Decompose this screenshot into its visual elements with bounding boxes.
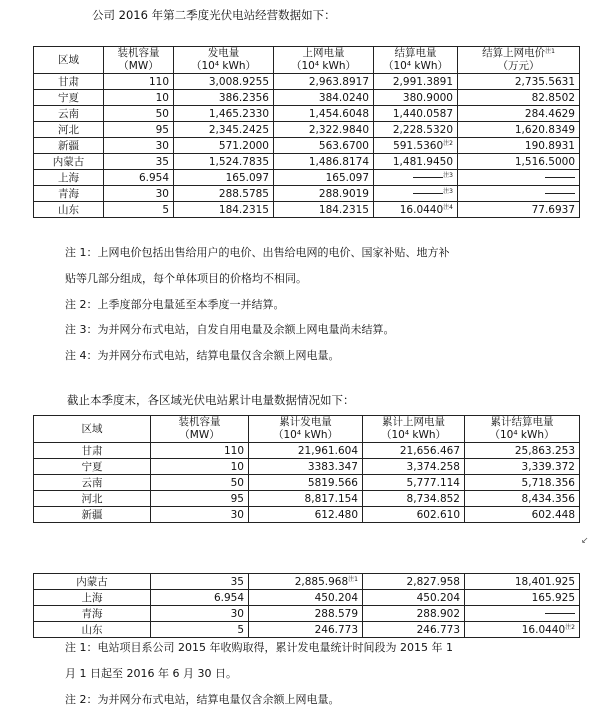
price-cell xyxy=(458,170,580,186)
region-cell xyxy=(34,106,104,122)
cell-value: 8,734.852 xyxy=(406,492,460,505)
cell-value: 591.5360 xyxy=(393,139,444,152)
cell-value: 21,656.467 xyxy=(399,444,460,457)
column-unit: （10⁴ kWh） xyxy=(190,60,257,72)
table-row xyxy=(34,170,580,186)
table-header-row xyxy=(34,416,580,443)
gen-cell xyxy=(174,170,274,186)
cell-value: 云南 xyxy=(58,107,79,120)
cell-value: 云南 xyxy=(81,476,103,489)
footnote-marker: 注3 xyxy=(443,187,453,195)
cell-value: 246.773 xyxy=(314,623,358,636)
capacity-cell xyxy=(104,90,174,106)
price-cell xyxy=(458,106,580,122)
settled-cell xyxy=(465,491,580,507)
cell-value: 602.448 xyxy=(531,508,575,521)
grid-cell xyxy=(274,90,374,106)
table-row xyxy=(34,622,580,638)
footnote-marker: 注2 xyxy=(443,139,453,147)
table-row xyxy=(34,138,580,154)
grid-cell xyxy=(363,606,465,622)
region-cell xyxy=(34,574,151,590)
cell-value: 河北 xyxy=(58,123,79,136)
gen-cell xyxy=(249,475,363,491)
column-label: 区域 xyxy=(58,53,79,66)
capacity-cell xyxy=(151,507,249,523)
cell-value: 1,440.0587 xyxy=(392,107,453,120)
gen-cell xyxy=(174,138,274,154)
cell-value: 18,401.925 xyxy=(514,575,575,588)
cell-value: 110 xyxy=(148,75,169,88)
cell-value: 25,863.253 xyxy=(514,444,575,457)
settled-cell xyxy=(465,507,580,523)
note1-line2: 贴等几部分组成，每个单体项目的价格均不相同。 xyxy=(65,272,307,285)
grid-cell xyxy=(363,459,465,475)
capacity-cell xyxy=(151,443,249,459)
cumulative-data-table xyxy=(33,415,580,523)
column-header xyxy=(458,47,580,74)
grid-cell xyxy=(274,170,374,186)
cell-value: 内蒙古 xyxy=(52,155,85,168)
cell-value: 内蒙古 xyxy=(76,575,108,588)
capacity-cell xyxy=(104,106,174,122)
settled-cell xyxy=(374,154,458,170)
cell-value: 5 xyxy=(162,203,169,216)
cell-value: 35 xyxy=(155,155,169,168)
settled-cell xyxy=(465,606,580,622)
cell-value: 6.954 xyxy=(138,171,169,184)
table-row xyxy=(34,491,580,507)
table-row xyxy=(34,590,580,606)
grid-cell xyxy=(274,138,374,154)
column-header xyxy=(104,47,174,74)
price-cell xyxy=(458,202,580,218)
cell-value: 2,345.2425 xyxy=(208,123,269,136)
table-row xyxy=(34,186,580,202)
cell-value: 1,620.8349 xyxy=(514,123,575,136)
capacity-cell xyxy=(104,138,174,154)
cell-value: 77.6937 xyxy=(531,203,575,216)
capacity-cell xyxy=(151,590,249,606)
column-label: 上网电量 xyxy=(302,47,345,59)
cell-value: 288.579 xyxy=(314,607,358,620)
gen-cell xyxy=(249,574,363,590)
footnote-marker: 注4 xyxy=(443,203,453,211)
cell-value: 30 xyxy=(155,139,169,152)
region-cell xyxy=(34,74,104,90)
cell-value: 1,454.6048 xyxy=(308,107,369,120)
capacity-cell xyxy=(151,475,249,491)
column-label: 结算电量 xyxy=(394,47,437,59)
settled-cell xyxy=(465,574,580,590)
cell-value: 246.773 xyxy=(416,623,460,636)
cell-value: 21,961.604 xyxy=(297,444,358,457)
cell-value: 1,516.5000 xyxy=(514,155,575,168)
gen-cell xyxy=(249,491,363,507)
column-header xyxy=(34,416,151,443)
settled-cell xyxy=(465,443,580,459)
cell-value: 2,322.9840 xyxy=(308,123,369,136)
capacity-cell xyxy=(151,574,249,590)
cell-value: 青海 xyxy=(58,187,79,200)
grid-cell xyxy=(274,74,374,90)
footnote-marker: 注1 xyxy=(545,48,555,55)
capacity-cell xyxy=(104,186,174,202)
cell-value: 2,885.968 xyxy=(294,575,349,588)
cell-value: 河北 xyxy=(81,492,103,505)
settled-cell xyxy=(374,74,458,90)
gen-cell xyxy=(249,459,363,475)
cell-value: 30 xyxy=(155,187,169,200)
price-cell xyxy=(458,90,580,106)
settled-cell xyxy=(374,90,458,106)
cell-value: 95 xyxy=(230,492,244,505)
cell-value: 571.2000 xyxy=(218,139,269,152)
cell-value: 新疆 xyxy=(81,508,103,521)
price-cell xyxy=(458,138,580,154)
table-row xyxy=(34,574,580,590)
region-cell xyxy=(34,622,151,638)
table-row xyxy=(34,606,580,622)
region-cell xyxy=(34,154,104,170)
not-settled-dash xyxy=(545,613,575,614)
column-label: 装机容量 xyxy=(178,416,221,428)
grid-cell xyxy=(274,202,374,218)
column-label: 装机容量 xyxy=(117,47,160,59)
cell-value: 30 xyxy=(230,607,244,620)
region-cell xyxy=(34,443,151,459)
table2-note1-line1: 注 1：电站项目系公司 2015 年收购取得，累计发电量统计时间段为 2015 年 1 xyxy=(65,641,453,654)
cell-value: 5819.566 xyxy=(307,476,358,489)
table-row xyxy=(34,154,580,170)
grid-cell xyxy=(363,622,465,638)
cell-value: 1,524.7835 xyxy=(208,155,269,168)
cell-value: 上海 xyxy=(81,591,103,604)
not-settled-dash xyxy=(413,177,443,178)
table-row xyxy=(34,74,580,90)
table-row xyxy=(34,475,580,491)
capacity-cell xyxy=(104,122,174,138)
cell-value: 5,718.356 xyxy=(521,476,575,489)
cell-value: 165.097 xyxy=(325,171,369,184)
column-unit: （10⁴ kWh） xyxy=(382,60,449,72)
region-cell xyxy=(34,202,104,218)
grid-cell xyxy=(363,507,465,523)
table-row xyxy=(34,507,580,523)
settled-cell xyxy=(374,122,458,138)
gen-cell xyxy=(249,622,363,638)
cell-value: 5 xyxy=(237,623,244,636)
table2-note1-line2: 月 1 日起至 2016 年 6 月 30 日。 xyxy=(65,667,237,680)
table-row xyxy=(34,122,580,138)
note2: 注 2：上季度部分电量延至本季度一并结算。 xyxy=(65,298,285,311)
quarter-data-table xyxy=(33,46,580,218)
cell-value: 上海 xyxy=(58,171,79,184)
cell-value: 450.204 xyxy=(416,591,460,604)
cell-value: 1,486.8174 xyxy=(308,155,369,168)
grid-cell xyxy=(363,443,465,459)
cell-value: 35 xyxy=(230,575,244,588)
grid-cell xyxy=(363,590,465,606)
region-cell xyxy=(34,90,104,106)
column-unit: （10⁴ kWh） xyxy=(489,429,555,441)
column-header xyxy=(174,47,274,74)
cell-value: 2,827.958 xyxy=(406,575,460,588)
cell-value: 165.097 xyxy=(225,171,269,184)
cell-value: 8,434.356 xyxy=(521,492,575,505)
cell-value: 288.902 xyxy=(416,607,460,620)
cell-value: 宁夏 xyxy=(58,91,79,104)
region-cell xyxy=(34,590,151,606)
table2-intro: 截止本季度末，各区域光伏电站累计电量数据情况如下： xyxy=(67,393,355,407)
table-row xyxy=(34,90,580,106)
column-label: 累计发电量 xyxy=(279,416,332,428)
capacity-cell xyxy=(151,622,249,638)
price-cell xyxy=(458,154,580,170)
note1-line1: 注 1：上网电价包括出售给用户的电价、出售给电网的电价、国家补贴、地方补 xyxy=(65,246,450,259)
cell-value: 3,374.258 xyxy=(406,460,460,473)
gen-cell xyxy=(249,507,363,523)
grid-cell xyxy=(274,122,374,138)
cell-value: 30 xyxy=(230,508,244,521)
cell-value: 甘肃 xyxy=(58,75,79,88)
region-cell xyxy=(34,122,104,138)
table-row xyxy=(34,106,580,122)
region-cell xyxy=(34,475,151,491)
cell-value: 5,777.114 xyxy=(406,476,460,489)
cell-value: 山东 xyxy=(81,623,103,636)
column-header xyxy=(151,416,249,443)
cell-value: 16.0440 xyxy=(521,623,566,636)
cell-value: 165.925 xyxy=(531,591,575,604)
grid-cell xyxy=(363,574,465,590)
settled-cell xyxy=(465,590,580,606)
cell-value: 3383.347 xyxy=(307,460,358,473)
column-unit: （MW） xyxy=(118,60,159,72)
cell-value: 1,465.2330 xyxy=(208,107,269,120)
region-cell xyxy=(34,507,151,523)
gen-cell xyxy=(174,186,274,202)
note3: 注 3：为并网分布式电站，自发自用电量及余额上网电量尚未结算。 xyxy=(65,323,395,336)
settled-cell xyxy=(374,106,458,122)
cell-value: 602.610 xyxy=(416,508,460,521)
cell-value: 284.4629 xyxy=(524,107,575,120)
cell-value: 山东 xyxy=(58,203,79,216)
grid-cell xyxy=(274,186,374,202)
note4: 注 4：为并网分布式电站，结算电量仅含余额上网电量。 xyxy=(65,349,340,362)
settled-cell xyxy=(465,475,580,491)
column-label: 累计结算电量 xyxy=(490,416,554,428)
gen-cell xyxy=(174,74,274,90)
grid-cell xyxy=(274,154,374,170)
cell-value: 3,008.9255 xyxy=(208,75,269,88)
capacity-cell xyxy=(151,606,249,622)
cell-value: 380.9000 xyxy=(402,91,453,104)
table-row xyxy=(34,459,580,475)
cell-value: 宁夏 xyxy=(81,460,103,473)
column-header xyxy=(274,47,374,74)
cell-value: 386.2356 xyxy=(218,91,269,104)
column-unit: （10⁴ kWh） xyxy=(272,429,339,441)
column-unit: （10⁴ kWh） xyxy=(290,60,357,72)
cell-value: 青海 xyxy=(81,607,103,620)
table-row xyxy=(34,202,580,218)
not-settled-dash xyxy=(413,193,443,194)
column-header xyxy=(34,47,104,74)
cell-value: 16.0440 xyxy=(399,203,444,216)
column-header xyxy=(249,416,363,443)
column-label: 发电量 xyxy=(207,47,240,59)
column-label: 结算上网电价 xyxy=(482,47,546,59)
region-cell xyxy=(34,170,104,186)
price-cell xyxy=(458,186,580,202)
cumulative-data-table-continued xyxy=(33,573,580,638)
region-cell xyxy=(34,606,151,622)
cell-value: 50 xyxy=(155,107,169,120)
cell-value: 8,817.154 xyxy=(304,492,358,505)
cell-value: 甘肃 xyxy=(81,444,103,457)
not-settled-dash xyxy=(545,193,575,194)
cell-value: 384.0240 xyxy=(318,91,369,104)
gen-cell xyxy=(249,590,363,606)
cell-value: 2,735.5631 xyxy=(514,75,575,88)
cell-value: 2,991.3891 xyxy=(392,75,453,88)
cell-value: 新疆 xyxy=(58,139,79,152)
cell-value: 1,481.9450 xyxy=(392,155,453,168)
settled-cell xyxy=(374,170,458,186)
settled-cell xyxy=(374,138,458,154)
settled-cell xyxy=(374,186,458,202)
cell-value: 612.480 xyxy=(314,508,358,521)
column-header xyxy=(363,416,465,443)
gen-cell xyxy=(174,154,274,170)
cell-value: 10 xyxy=(155,91,169,104)
not-settled-dash xyxy=(545,177,575,178)
grid-cell xyxy=(363,475,465,491)
capacity-cell xyxy=(104,170,174,186)
price-cell xyxy=(458,74,580,90)
region-cell xyxy=(34,186,104,202)
settled-cell xyxy=(374,202,458,218)
gen-cell xyxy=(249,606,363,622)
column-unit: （万元） xyxy=(497,60,540,72)
region-cell xyxy=(34,138,104,154)
table2-note2: 注 2：为并网分布式电站，结算电量仅含余额上网电量。 xyxy=(65,693,340,706)
settled-cell xyxy=(465,459,580,475)
price-cell xyxy=(458,122,580,138)
cell-value: 6.954 xyxy=(213,591,244,604)
region-cell xyxy=(34,459,151,475)
gen-cell xyxy=(174,106,274,122)
capacity-cell xyxy=(104,74,174,90)
cell-value: 288.9019 xyxy=(318,187,369,200)
cell-value: 184.2315 xyxy=(318,203,369,216)
cell-value: 2,228.5320 xyxy=(392,123,453,136)
grid-cell xyxy=(274,106,374,122)
capacity-cell xyxy=(151,459,249,475)
cell-value: 82.8502 xyxy=(531,91,575,104)
cell-value: 10 xyxy=(230,460,244,473)
gen-cell xyxy=(174,90,274,106)
capacity-cell xyxy=(151,491,249,507)
column-unit: （MW） xyxy=(179,429,220,441)
gen-cell xyxy=(174,122,274,138)
cell-value: 3,339.372 xyxy=(521,460,575,473)
column-header xyxy=(374,47,458,74)
cell-value: 184.2315 xyxy=(218,203,269,216)
column-unit: （10⁴ kWh） xyxy=(380,429,447,441)
capacity-cell xyxy=(104,154,174,170)
cell-value: 50 xyxy=(230,476,244,489)
cell-value: 288.5785 xyxy=(218,187,269,200)
footnote-marker: 注2 xyxy=(565,623,575,631)
region-cell xyxy=(34,491,151,507)
capacity-cell xyxy=(104,202,174,218)
settled-cell xyxy=(465,622,580,638)
cell-value: 95 xyxy=(155,123,169,136)
cell-value: 450.204 xyxy=(314,591,358,604)
table1-intro: 公司 2016 年第二季度光伏电站经营数据如下： xyxy=(92,8,336,22)
table-header-row xyxy=(34,47,580,74)
column-label: 区域 xyxy=(81,422,103,435)
cell-value: 2,963.8917 xyxy=(308,75,369,88)
footnote-marker: 注1 xyxy=(348,575,358,583)
gen-cell xyxy=(249,443,363,459)
footnote-marker: 注3 xyxy=(443,171,453,179)
grid-cell xyxy=(363,491,465,507)
corner-mark: ↙ xyxy=(581,536,589,546)
column-header xyxy=(465,416,580,443)
cell-value: 190.8931 xyxy=(524,139,575,152)
cell-value: 563.6700 xyxy=(318,139,369,152)
column-label: 累计上网电量 xyxy=(382,416,445,428)
table-row xyxy=(34,443,580,459)
cell-value: 110 xyxy=(223,444,244,457)
gen-cell xyxy=(174,202,274,218)
